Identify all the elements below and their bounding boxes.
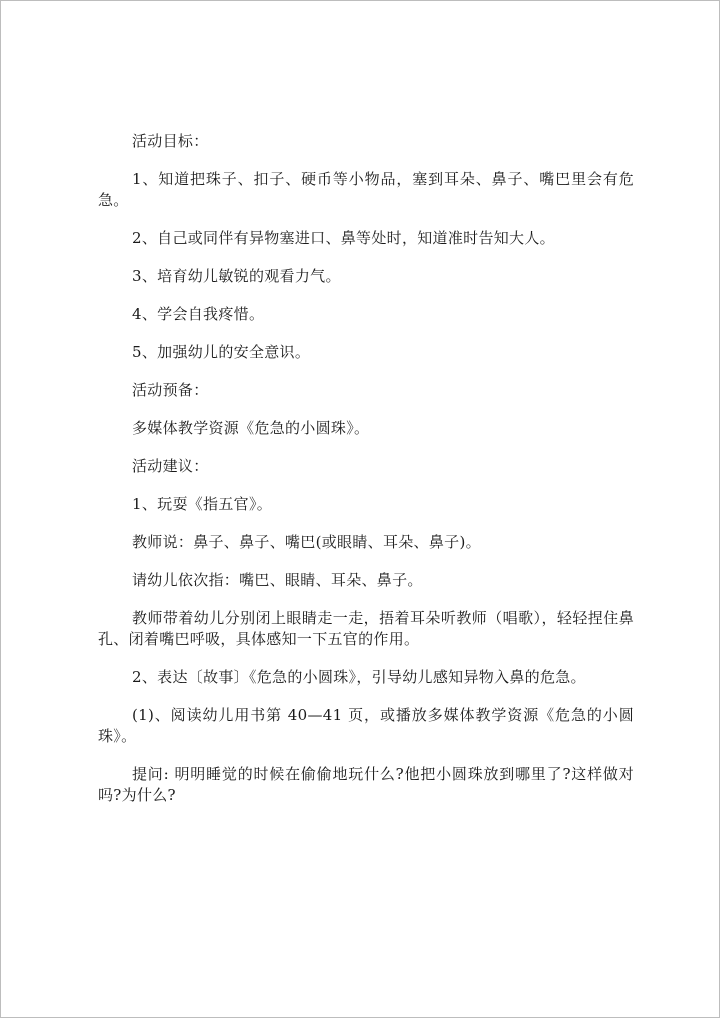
- goal-item-1: 1、知道把珠子、扣子、硬币等小物品，塞到耳朵、鼻子、嘴巴里会有危急。: [98, 170, 634, 209]
- preparation-text: 多媒体教学资源《危急的小圆珠》。: [132, 419, 370, 437]
- question-text: 提问: 明明睡觉的时候在偷偷地玩什么?他把小圆珠放到哪里了?这样做对吗?为什么?: [98, 765, 634, 804]
- teacher-activity-text: 教师带着幼儿分别闭上眼睛走一走，捂着耳朵听教师（唱歌），轻轻捏住鼻孔、闭着嘴巴呼吸，具体感知一下五官的作用。: [98, 609, 634, 648]
- teacher-says-text: 教师说：鼻子、鼻子、嘴巴(或眼睛、耳朵、鼻子)。: [132, 533, 481, 551]
- goal-item-2: 2、自己或同伴有异物塞进口、鼻等处时，知道准时告知大人。: [132, 229, 555, 247]
- section-heading-preparation: 活动预备：: [132, 381, 209, 399]
- reading-step-text: (1)、阅读幼儿用书第 40—41 页，或播放多媒体教学资源《危急的小圆珠》。: [98, 706, 634, 745]
- goal-item-4: 4、学会自我疼惜。: [132, 305, 265, 323]
- suggestion-item-2: 2、表达〔故事〕《危急的小圆珠》，引导幼儿感知异物入鼻的危急。: [132, 668, 586, 686]
- section-heading-goals: 活动目标：: [132, 132, 209, 150]
- section-heading-suggestions: 活动建议：: [132, 457, 209, 475]
- goal-item-3: 3、培育幼儿敏锐的观看力气。: [132, 267, 341, 285]
- goal-item-5: 5、加强幼儿的安全意识。: [132, 343, 311, 361]
- suggestion-item-1: 1、玩耍《指五官》。: [132, 495, 273, 513]
- children-point-text: 请幼儿依次指：嘴巴、眼睛、耳朵、鼻子。: [132, 571, 423, 589]
- document-body: [98, 131, 634, 806]
